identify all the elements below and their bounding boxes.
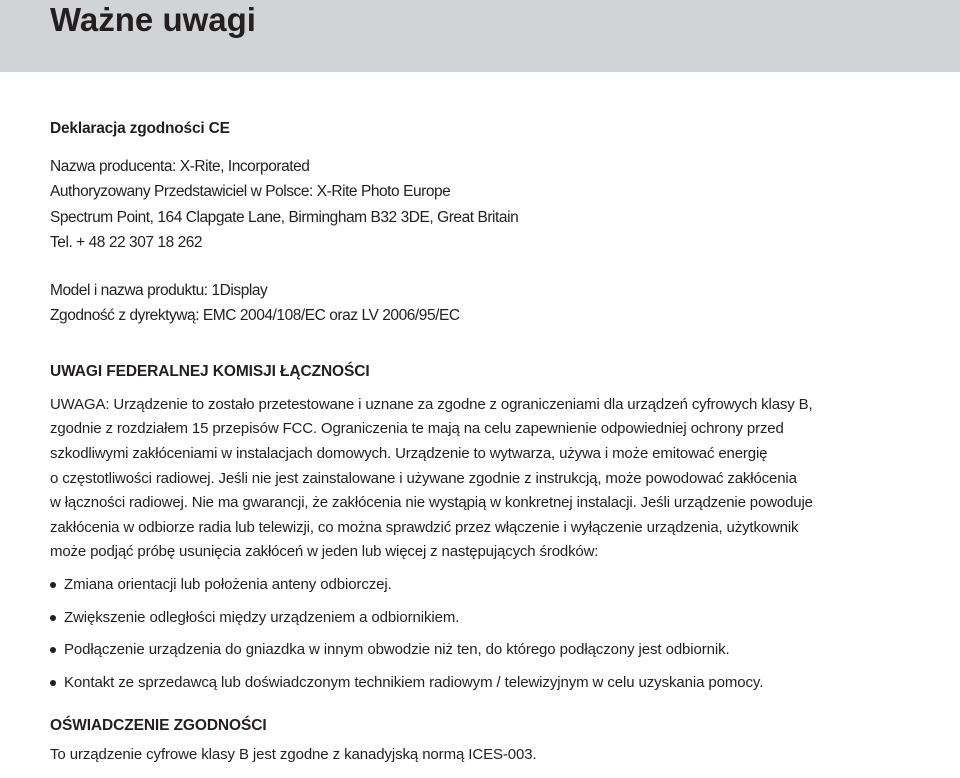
ce-declaration-section — [50, 116, 910, 329]
fcc-section — [50, 359, 910, 695]
directive-line: Zgodność z dyrektywą: EMC 2004/108/EC oraz LV 2006/95/EC — [50, 307, 460, 325]
list-item-text: Zmiana orientacji lub położenia anteny odbiorczej. — [64, 575, 392, 593]
ce-heading: Deklaracja zgodności CE — [50, 120, 230, 137]
paragraph-line: szkodliwymi zakłóceniami w instalacjach domowych. Urządzenie to wytwarza, używa i może emitować energię — [50, 444, 768, 462]
list-item-text: Kontakt ze sprzedawcą lub doświadczonym technikiem radiowym / telewizyjnym w celu uzyskania pomocy. — [64, 674, 764, 691]
bullet-icon — [50, 647, 56, 653]
paragraph-line: UWAGA: Urządzenie to zostało przetestowane i uznane za zgodne z ograniczeniami dla urządzeń cyfrowych klasy B, — [50, 395, 813, 413]
bullet-icon — [50, 615, 56, 621]
paragraph-line: o częstotliwości radiowej. Jeśli nie jest zainstalowane i używane zgodnie z instrukcją, może powodować zakłócenia — [50, 469, 797, 487]
manufacturer-line: Nazwa producenta: X-Rite, Incorporated — [50, 158, 310, 175]
spacer — [50, 255, 910, 278]
representative-line: Authoryzowany Przedstawiciel w Polsce: X-Rite Photo Europe — [50, 183, 451, 201]
paragraph-line: może podjąć próbę usunięcia zakłóceń w jeden lub więcej z następujących środków: — [50, 543, 599, 561]
bullet-icon — [50, 582, 56, 588]
document-body — [50, 116, 910, 767]
compliance-text: To urządzenie cyfrowe klasy B jest zgodne z kanadyjską normą ICES-003. — [50, 746, 537, 763]
phone-line: Tel. + 48 22 307 18 262 — [50, 233, 203, 251]
list-item — [50, 573, 910, 597]
list-item — [50, 671, 910, 695]
address-line: Spectrum Point, 164 Clapgate Lane, Birmingham B32 3DE, Great Britain — [50, 208, 519, 226]
product-model-line: Model i nazwa produktu: 1Display — [50, 282, 268, 300]
bullet-icon — [50, 680, 56, 686]
paragraph-line: w łączności radiowej. Nie ma gwarancji, że zakłócenia nie wystąpią w konkretnej instalacji. Jeśli urządzenie powoduje — [50, 494, 813, 512]
measures-list — [50, 573, 910, 695]
spacer — [50, 329, 910, 359]
header-band — [0, 0, 960, 72]
compliance-heading: OŚWIADCZENIE ZGODNOŚCI — [50, 717, 267, 734]
page-title: Ważne uwagi — [50, 1, 256, 38]
fcc-paragraph — [50, 393, 910, 565]
paragraph-line: zgodnie z rozdziałem 15 przepisów FCC. Ograniczenia te mają na celu zapewnienie odpowiedniej ochrony przed — [50, 420, 784, 438]
list-item — [50, 638, 910, 662]
spacer — [50, 142, 910, 154]
list-item — [50, 606, 910, 630]
fcc-heading: UWAGI FEDERALNEJ KOMISJI ŁĄCZNOŚCI — [50, 362, 370, 380]
paragraph-line: zakłócenia w odbiorze radia lub telewizji, co można sprawdzić przez włączenie i wyłączenie urządzenia, użytkownik — [50, 518, 799, 536]
compliance-statement-section — [50, 713, 910, 767]
list-item-text: Zwiększenie odległości między urządzeniem a odbiornikiem. — [64, 608, 460, 626]
list-item-text: Podłączenie urządzenia do gniazdka w innym obwodzie niż ten, do którego podłączony jest odbiornik. — [64, 641, 730, 659]
